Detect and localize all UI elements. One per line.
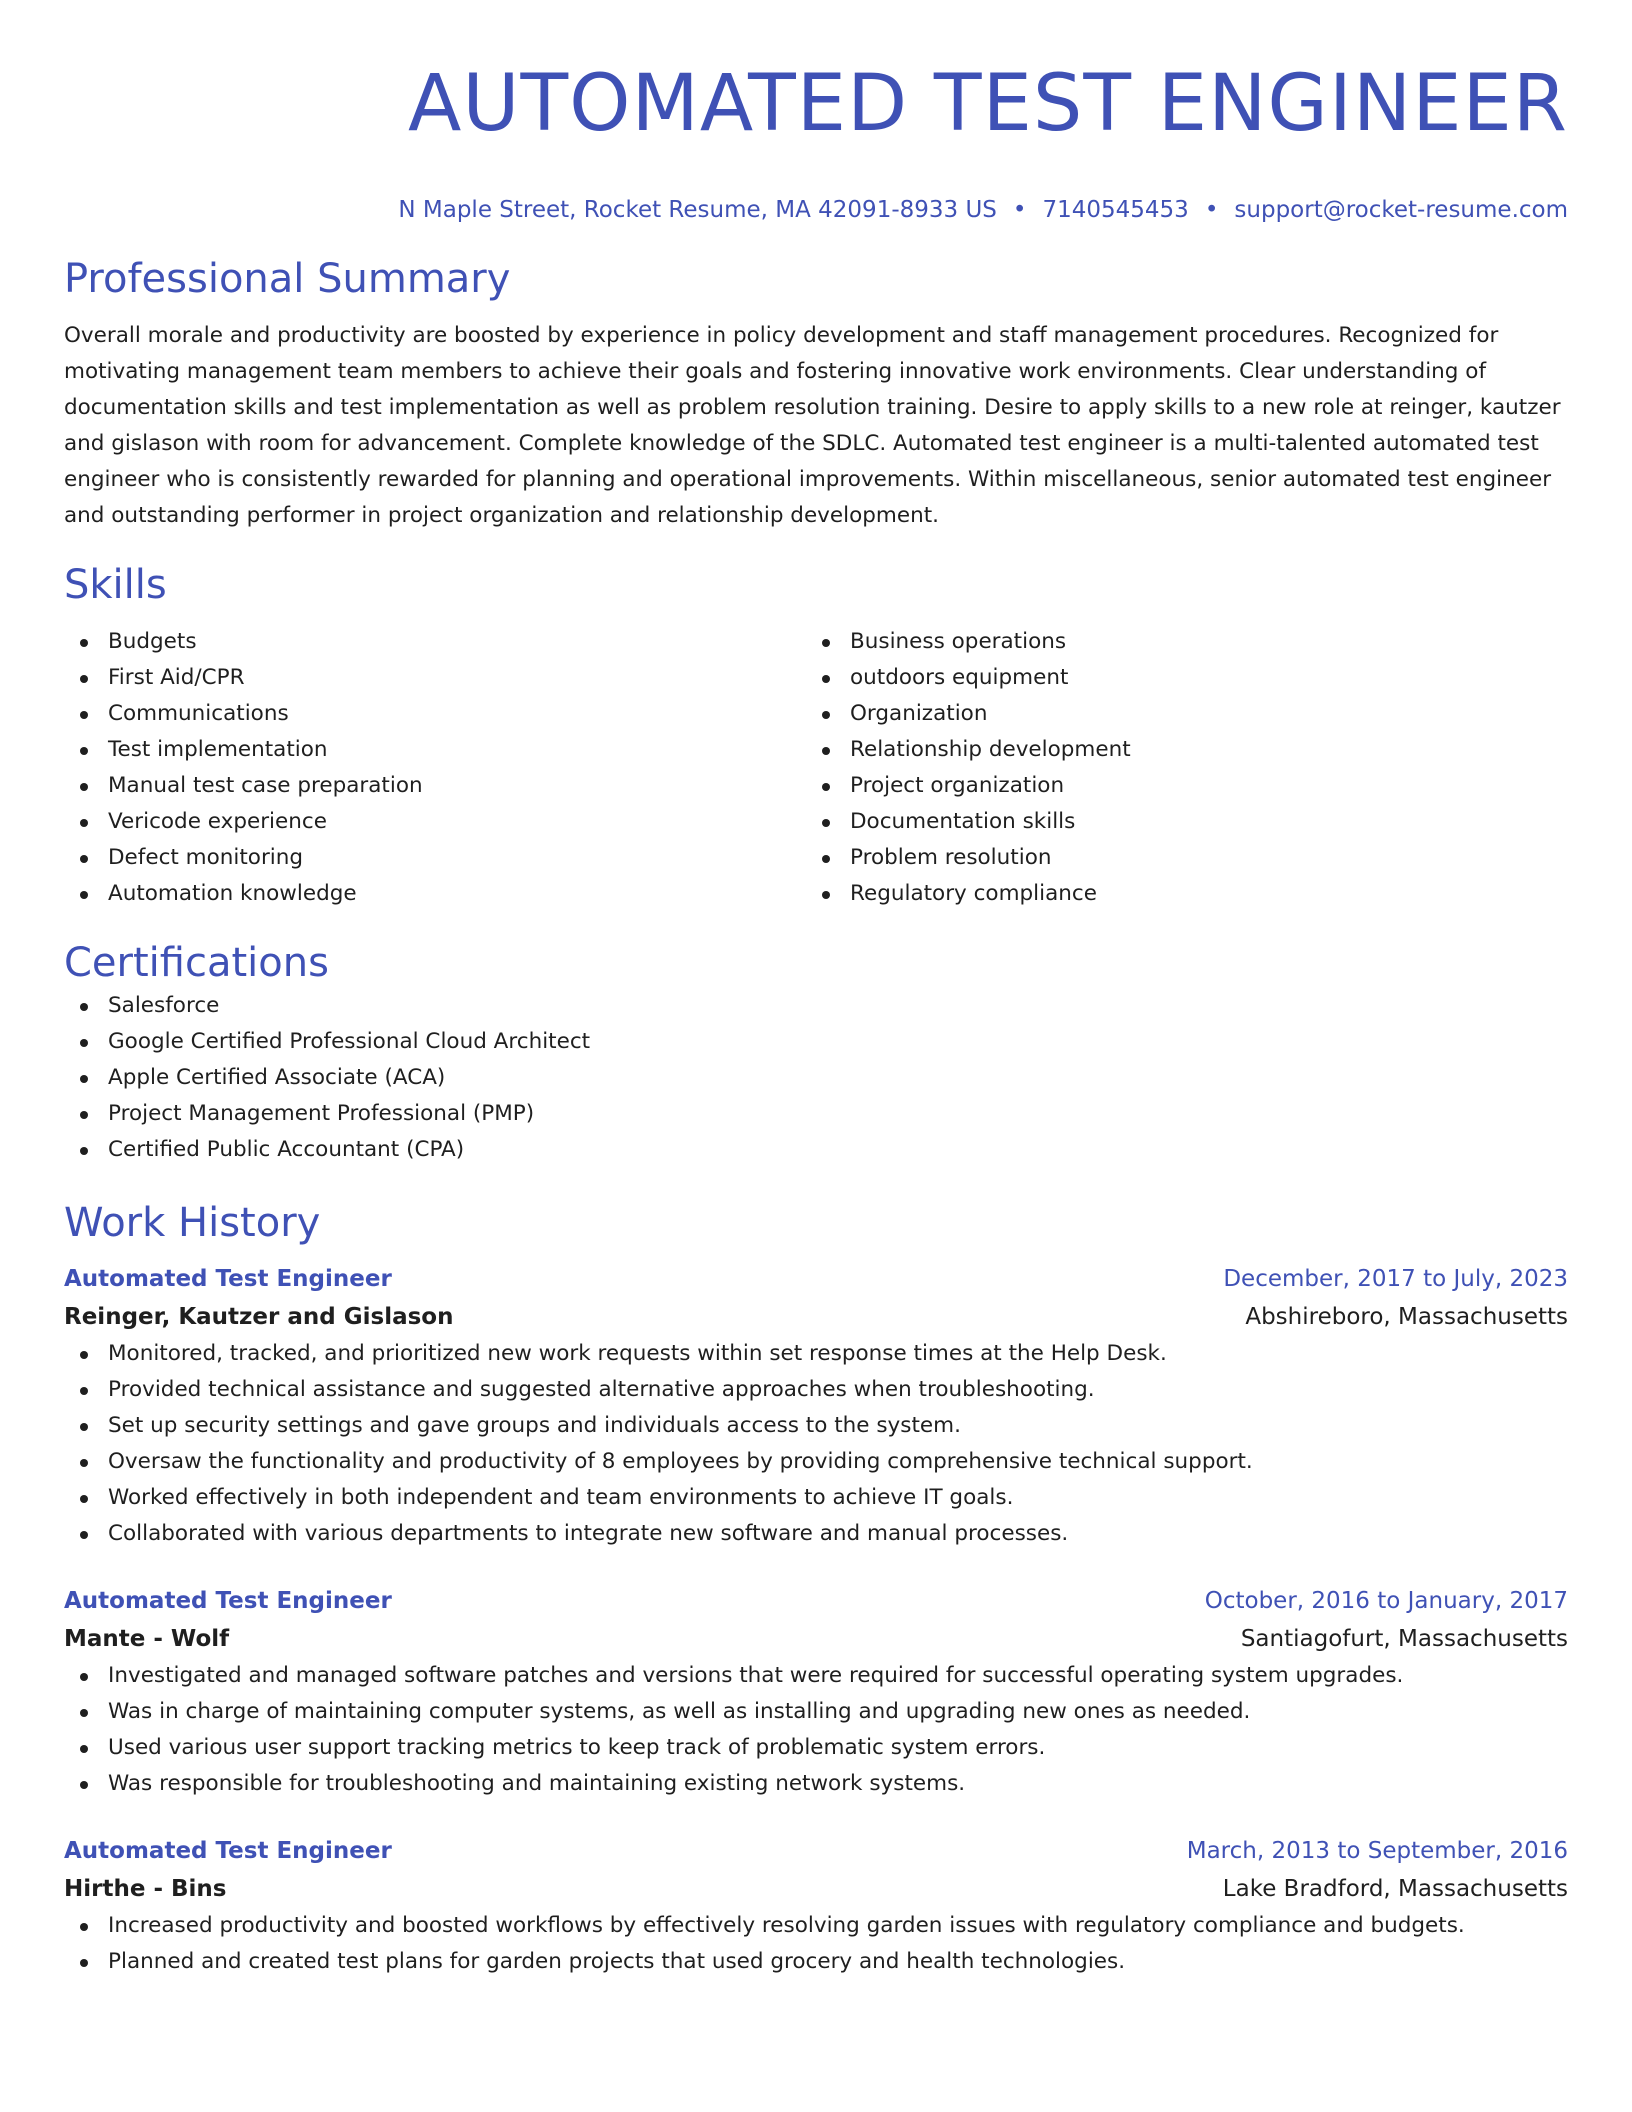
skill-item: Budgets — [64, 624, 806, 660]
skill-item: Business operations — [806, 624, 1548, 660]
job-company-row — [64, 1870, 1568, 1908]
certifications-list — [64, 988, 1568, 1168]
job-bullet-item: Planned and created test plans for garden projects that used grocery and health technologies. — [64, 1944, 1568, 1980]
certification-item: Apple Certified Associate (ACA) — [64, 1060, 1568, 1096]
skill-item: Organization — [806, 696, 1548, 732]
job-title: Automated Test Engineer — [64, 1588, 392, 1614]
job-bullet-item: Provided technical assistance and suggested alternative approaches when troubleshooting. — [64, 1372, 1568, 1408]
contact-line — [64, 194, 1568, 226]
skill-item: outdoors equipment — [806, 660, 1548, 696]
job-bullet-item: Monitored, tracked, and prioritized new work requests within set response times at the Help Desk. — [64, 1336, 1568, 1372]
certification-item: Salesforce — [64, 988, 1568, 1024]
job-title: Automated Test Engineer — [64, 1266, 392, 1292]
certification-item: Project Management Professional (PMP) — [64, 1096, 1568, 1132]
job-company-row — [64, 1620, 1568, 1658]
skill-item: Regulatory compliance — [806, 876, 1548, 912]
certification-item: Google Certified Professional Cloud Architect — [64, 1024, 1568, 1060]
skill-item: Relationship development — [806, 732, 1548, 768]
job-bullets — [64, 1908, 1568, 1980]
job-entry — [64, 1582, 1568, 1802]
certifications-heading: Certifications — [64, 940, 329, 986]
job-company: Mante - Wolf — [64, 1626, 230, 1652]
job-bullet-item: Set up security settings and gave groups and individuals access to the system. — [64, 1408, 1568, 1444]
job-company: Reinger, Kautzer and Gislason — [64, 1304, 454, 1330]
job-company-row — [64, 1298, 1568, 1336]
job-location: Santiagofurt, Massachusetts — [1240, 1626, 1568, 1652]
skill-item: Problem resolution — [806, 840, 1548, 876]
skill-item: Vericode experience — [64, 804, 806, 840]
job-bullet-item: Increased productivity and boosted workflows by effectively resolving garden issues with regulatory compliance and budgets. — [64, 1908, 1568, 1944]
skill-item: Automation knowledge — [64, 876, 806, 912]
job-location: Lake Bradford, Massachusetts — [1222, 1876, 1568, 1902]
job-header-row — [64, 1582, 1568, 1620]
job-entry — [64, 1832, 1568, 1980]
skill-item: Communications — [64, 696, 806, 732]
job-bullets — [64, 1336, 1568, 1552]
skills-list-right — [806, 624, 1548, 912]
job-bullet-item: Collaborated with various departments to integrate new software and manual processes. — [64, 1516, 1568, 1552]
job-title: Automated Test Engineer — [64, 1838, 392, 1864]
contact-separator: • — [1012, 197, 1027, 223]
certification-item: Certified Public Accountant (CPA) — [64, 1132, 1568, 1168]
skills-column-left — [64, 624, 806, 912]
contact-address: N Maple Street, Rocket Resume, MA 42091-8933 US — [398, 197, 997, 223]
work-history-list — [64, 1260, 1568, 1980]
job-bullet-item: Was responsible for troubleshooting and maintaining existing network systems. — [64, 1766, 1568, 1802]
job-bullet-item: Investigated and managed software patches and versions that were required for successful operating system upgrades. — [64, 1658, 1568, 1694]
job-location: Abshireboro, Massachusetts — [1245, 1304, 1568, 1330]
job-header-row — [64, 1260, 1568, 1298]
job-bullets — [64, 1658, 1568, 1802]
skills-grid — [64, 624, 1568, 912]
job-bullet-item: Was in charge of maintaining computer systems, as well as installing and upgrading new ones as needed. — [64, 1694, 1568, 1730]
skill-item: First Aid/CPR — [64, 660, 806, 696]
job-dates: March, 2013 to September, 2016 — [1186, 1838, 1568, 1864]
summary-heading: Professional Summary — [64, 256, 511, 302]
skill-item: Project organization — [806, 768, 1548, 804]
skill-item: Test implementation — [64, 732, 806, 768]
skills-column-right — [806, 624, 1548, 912]
summary-text: Overall morale and productivity are boosted by experience in policy development and staff management procedures. Recognized for motivating management team members to achieve their goals and fostering innovative work environments. Clear understanding of documentation skills and test implementation as well as problem resolution training. Desire to apply skills to a new role at reinger, kautzer and gislason with room for advancement. Complete knowledge of the SDLC. Automated test engineer is a multi-talented automated test engineer who is consistently rewarded for planning and operational improvements. Within miscellaneous, senior automated test engineer and outstanding performer in project organization and relationship development. — [64, 323, 1561, 528]
job-company: Hirthe - Bins — [64, 1876, 227, 1902]
contact-email[interactable]: support@rocket-resume.com — [1234, 197, 1568, 223]
job-bullet-item: Oversaw the functionality and productivity of 8 employees by providing comprehensive technical support. — [64, 1444, 1568, 1480]
skills-list-left — [64, 624, 806, 912]
contact-phone: 7140545453 — [1042, 197, 1189, 223]
job-dates: December, 2017 to July, 2023 — [1223, 1266, 1568, 1292]
contact-separator: • — [1204, 197, 1219, 223]
job-bullet-item: Used various user support tracking metrics to keep track of problematic system errors. — [64, 1730, 1568, 1766]
skill-item: Defect monitoring — [64, 840, 806, 876]
resume-name: AUTOMATED TEST ENGINEER — [408, 59, 1568, 149]
skill-item: Manual test case preparation — [64, 768, 806, 804]
job-bullet-item: Worked effectively in both independent and team environments to achieve IT goals. — [64, 1480, 1568, 1516]
work-history-heading: Work History — [64, 1200, 321, 1246]
job-dates: October, 2016 to January, 2017 — [1204, 1588, 1568, 1614]
job-entry — [64, 1260, 1568, 1552]
skills-heading: Skills — [64, 562, 167, 608]
skill-item: Documentation skills — [806, 804, 1548, 840]
job-header-row — [64, 1832, 1568, 1870]
